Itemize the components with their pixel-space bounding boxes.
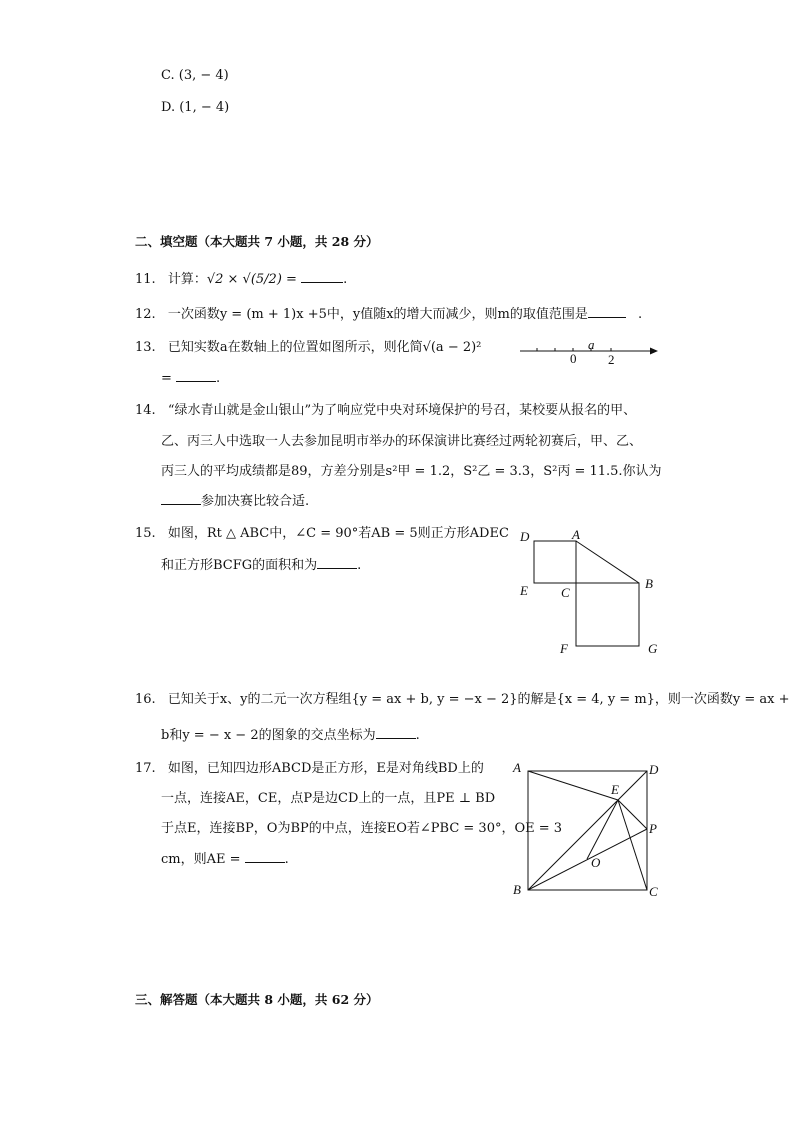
label-O: O <box>591 855 601 870</box>
segment-ce <box>618 800 647 890</box>
label-zero: 0 <box>570 351 577 366</box>
squares-figure <box>510 525 670 660</box>
label-P: P <box>649 821 657 836</box>
question-12 <box>135 305 642 325</box>
question-13-text: 已知实数a在数轴上的位置如图所示，则化简√(a − 2)² <box>167 340 482 355</box>
label-a: a <box>588 337 595 352</box>
diagonal-bd <box>528 771 647 890</box>
segment-bp <box>528 829 647 890</box>
question-12-end: . <box>638 307 643 322</box>
number-line-arrow <box>650 348 658 355</box>
square-bcfg <box>576 583 639 646</box>
question-number: 15. <box>135 526 156 541</box>
question-16 <box>135 690 790 710</box>
question-number: 14. <box>135 403 156 418</box>
answer-blank[interactable] <box>376 726 416 739</box>
question-11 <box>135 270 347 290</box>
label-E: E <box>611 782 619 797</box>
segment-ae <box>528 771 618 800</box>
question-13-line2 <box>161 369 220 389</box>
label-D: D <box>649 762 659 777</box>
answer-blank[interactable] <box>161 492 201 505</box>
question-13 <box>135 338 481 358</box>
label-two: 2 <box>608 352 615 367</box>
question-17-line1: 如图，已知四边形ABCD是正方形，E是对角线BD上的 <box>167 761 484 776</box>
section-2-title: 二、填空题（本大题共 7 小题，共 28 分） <box>135 234 379 249</box>
question-17-line3: 于点E，连接BP，O为BP的中点，连接EO若∠PBC = 30°，OE = 3 <box>161 821 563 836</box>
question-14-line1: “绿水青山就是金山银山”为了响应党中央对环境保护的号召，某校要从报名的甲、 <box>167 403 637 418</box>
question-14-line4 <box>161 492 309 512</box>
answer-blank[interactable] <box>176 369 216 382</box>
question-17 <box>135 759 484 779</box>
option-d: D. (1, − 4) <box>161 100 230 115</box>
section-3-title: 三、解答题（本大题共 8 小题，共 62 分） <box>135 992 379 1007</box>
hypotenuse-ab <box>576 541 639 583</box>
question-14-line3: 丙三人的平均成绩都是89，方差分别是s²甲 = 1.2，S²乙 = 3.3，S²丙 = 11.5.你认为 <box>161 464 662 479</box>
label-C: C <box>649 884 658 899</box>
question-16-text: b和y = − x − 2的图象的交点坐标为 <box>161 728 376 743</box>
question-number: 16. <box>135 692 156 707</box>
question-16-line2 <box>161 726 420 746</box>
question-17-end: . <box>284 852 289 867</box>
question-15-text: 和正方形BCFG的面积和为 <box>161 558 318 573</box>
question-17-line4 <box>161 850 289 870</box>
answer-blank[interactable] <box>588 305 626 318</box>
label-B: B <box>513 882 521 897</box>
question-14-line2: 乙、丙三人中选取一人去参加昆明市举办的环保演讲比赛经过两轮初赛后，甲、乙、 <box>161 434 643 449</box>
question-15-end: . <box>357 558 362 573</box>
label-E: E <box>520 583 528 598</box>
question-14 <box>135 401 636 421</box>
question-16-line1: 已知关于x、y的二元一次方程组{y = ax + b, y = −x − 2}的解是{x = 4, y = m}，则一次函数y = ax + <box>167 692 790 707</box>
question-15-line2 <box>161 556 361 576</box>
question-17-text: cm，则AE = <box>161 852 241 867</box>
number-line-figure <box>515 336 665 368</box>
square-adec <box>534 541 576 583</box>
question-13-equals: = <box>161 371 172 386</box>
question-14-tail: 参加决赛比较合适. <box>201 494 310 509</box>
label-A: A <box>513 760 521 775</box>
question-11-prefix: 计算： <box>167 272 207 287</box>
segment-eo <box>587 800 618 859</box>
question-11-end: . <box>343 272 348 287</box>
answer-blank[interactable] <box>301 270 343 283</box>
option-c: C. (3, − 4) <box>161 68 229 83</box>
question-12-text: 一次函数y = (m + 1)x +5中，y值随x的增大而减少，则m的取值范围是 <box>167 307 588 322</box>
question-17-line2: 一点，连接AE，CE，点P是边CD上的一点，且PE ⊥ BD <box>161 791 496 806</box>
answer-blank[interactable] <box>245 850 285 863</box>
label-C: C <box>561 585 570 600</box>
question-11-expression: √2 × √(5/2) = <box>206 272 297 287</box>
question-number: 12. <box>135 307 156 322</box>
question-15-line1: 如图，Rt △ ABC中，∠C = 90°若AB = 5则正方形ADEC <box>167 526 509 541</box>
question-number: 11. <box>135 272 156 287</box>
question-number: 13. <box>135 340 156 355</box>
question-16-end: . <box>415 728 420 743</box>
label-B: B <box>645 576 653 591</box>
question-number: 17. <box>135 761 156 776</box>
label-F: F <box>560 641 568 656</box>
label-A: A <box>572 527 580 542</box>
question-15 <box>135 524 509 544</box>
label-D: D <box>520 529 530 544</box>
square-abcd-figure <box>510 760 665 900</box>
label-G: G <box>648 641 658 656</box>
answer-blank[interactable] <box>317 556 357 569</box>
question-13-end: . <box>216 371 221 386</box>
